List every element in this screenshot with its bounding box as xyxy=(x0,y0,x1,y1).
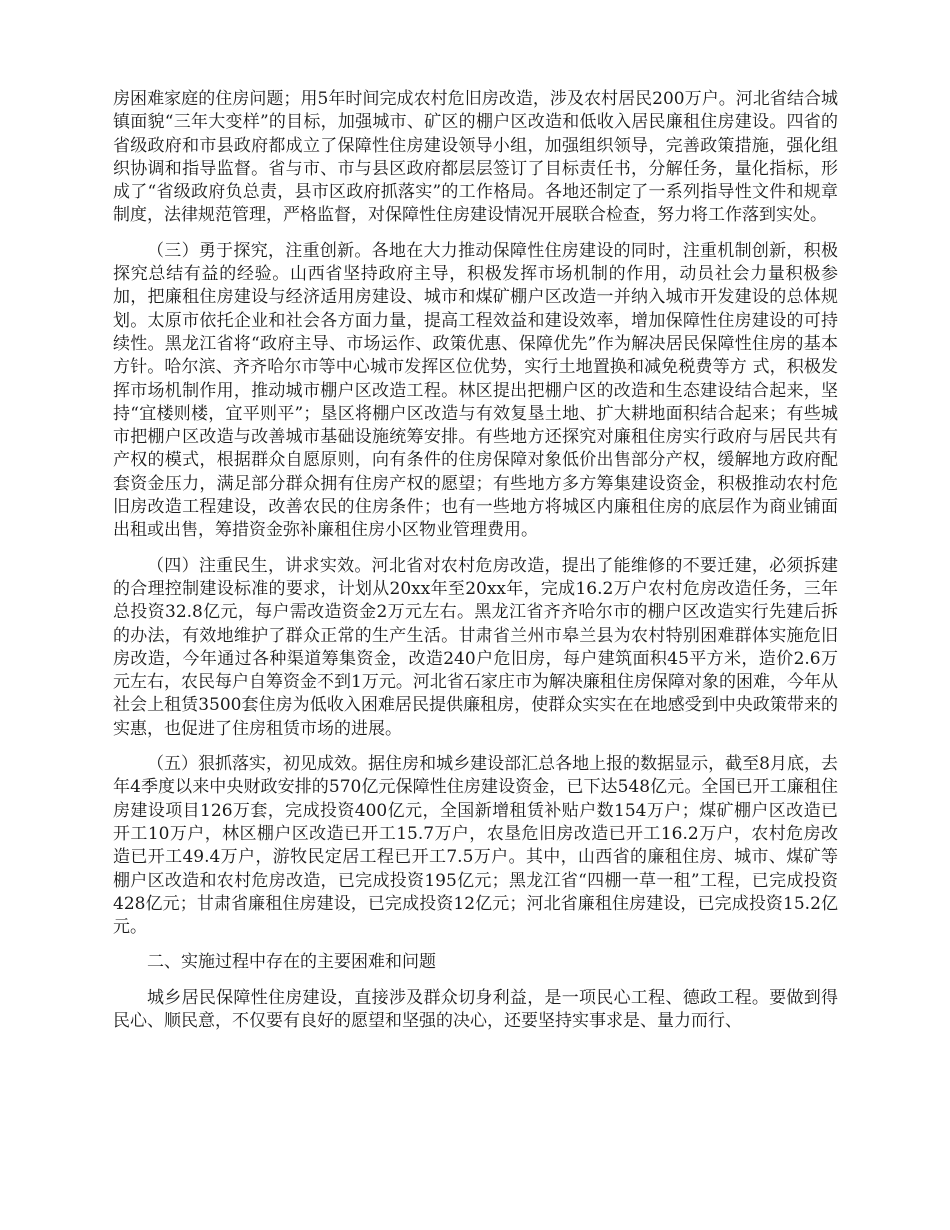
paragraph-provincial-responsibility: 房困难家庭的住房问题；用5年时间完成农村危旧房改造，涉及农村居民200万户。河北省结合城镇面貌“三年大变样”的目标，加强城市、矿区的棚户区改造和低收入居民廉租住房建设。四省的省级政府和市县政府都成立了保障性住房建设领导小组，加强组织领导，完善政策措施，强化组织协调和指导监督。省与市、市与县区政府都层层签订了目标责任书，分解任务，量化指标，形成了“省级政府负总责，县市区政府抓落实”的工作格局。各地还制定了一系列指导性文件和规章制度，法律规范管理，严格监督，对保障性住房建设情况开展联合检查，努力将工作落到实处。 xyxy=(113,89,838,226)
section-heading: 二、实施过程中存在的主要困难和问题 xyxy=(147,952,436,973)
paragraph-results: （五）狠抓落实，初见成效。据住房和城乡建设部汇总各地上报的数据显示，截至8月底，去年4季度以来中央财政安排的570亿元保障性住房建设资金，已下达548亿元。全国已开工廉租住房建设项目126万套，完成投资400亿元，全国新增租赁补贴户数154万户；煤矿棚户区改造已开工10万户，林区棚户区改造已开工15.7万户，农垦危旧房改造已开工16.2万户，农村危房改造已开工49.4万户，游牧民定居工程已开工7.5万户。其中，山西省的廉租住房、城市、煤矿等棚户区改造和农村危房改造，已完成投资195亿元；黑龙江省“四棚一草一租”工程，已完成投资428亿元；甘肃省廉租住房建设，已完成投资12亿元；河北省廉租住房建设，已完成投资15.2亿元。 xyxy=(113,754,838,938)
paragraph-livelihood: （四）注重民生，讲求实效。河北省对农村危房改造，提出了能维修的不要迁建，必须拆建的合理控制建设标准的要求，计划从20xx年至20xx年，完成16.2万户农村危房改造任务，三年总投资32.8亿元，每户需改造资金2万元左右。黑龙江省齐齐哈尔市的棚户区改造实行先建后拆的办法，有效地维护了群众正常的生产生活。甘肃省兰州市皋兰县为农村特别困难群体实施危旧房改造，今年通过各种渠道筹集资金，改造240户危旧房，每户建筑面积45平方米，造价2.6万元左右，农民每户自筹资金不到1万元。河北省石家庄市为解决廉租住房保障对象的困难，今年从社会上租赁3500套住房为低收入困难居民提供廉租房，使群众实实在在地感受到中央政策带来的实惠，也促进了住房租赁市场的进展。 xyxy=(113,555,838,739)
paragraph-innovation: （三）勇于探究，注重创新。各地在大力推动保障性住房建设的同时，注重机制创新，积极探究总结有益的经验。山西省坚持政府主导，积极发挥市场机制的作用，动员社会力量积极参加，把廉租住房建设与经济适用房建设、城市和煤矿棚户区改造一并纳入城市开发建设的总体规划。太原市依托企业和社会各方面力量，提高工程效益和建设效率，增加保障性住房建设的可持续性。黑龙江省将“政府主导、市场运作、政策优惠、保障优先”作为解决居民保障性住房的基本方针。哈尔滨、齐齐哈尔市等中心城市发挥区位优势，实行土地置换和减免税费等方 式，积极发挥市场机制作用，推动城市棚户区改造工程。林区提出把棚户区的改造和生态建设结合起来，坚持“宜楼则楼，宜平则平”；垦区将棚户区改造与有效复垦土地、扩大耕地面积结合起来；有些城市把棚户区改造与改善城市基础设施统筹安排。有些地方还探究对廉租住房实行政府与居民共有产权的模式，根据群众自愿原则，向有条件的住房保障对象低价出售部分产权，缓解地方政府配套资金压力，满足部分群众拥有住房产权的愿望；有些地方多方筹集建设资金，积极推动农村危旧房改造工程建设，改善农民的住房条件；也有一些地方将城区内廉租住房的底层作为商业铺面出租或出售，筹措资金弥补廉租住房小区物业管理费用。 xyxy=(113,240,838,541)
document-page xyxy=(113,88,838,1045)
paragraph-difficulties-intro: 城乡居民保障性住房建设，直接涉及群众切身利益，是一项民心工程、德政工程。要做到得民心、顺民意，不仅要有良好的愿望和坚强的决心，还要坚持实事求是、量力而行、 xyxy=(113,987,838,1031)
